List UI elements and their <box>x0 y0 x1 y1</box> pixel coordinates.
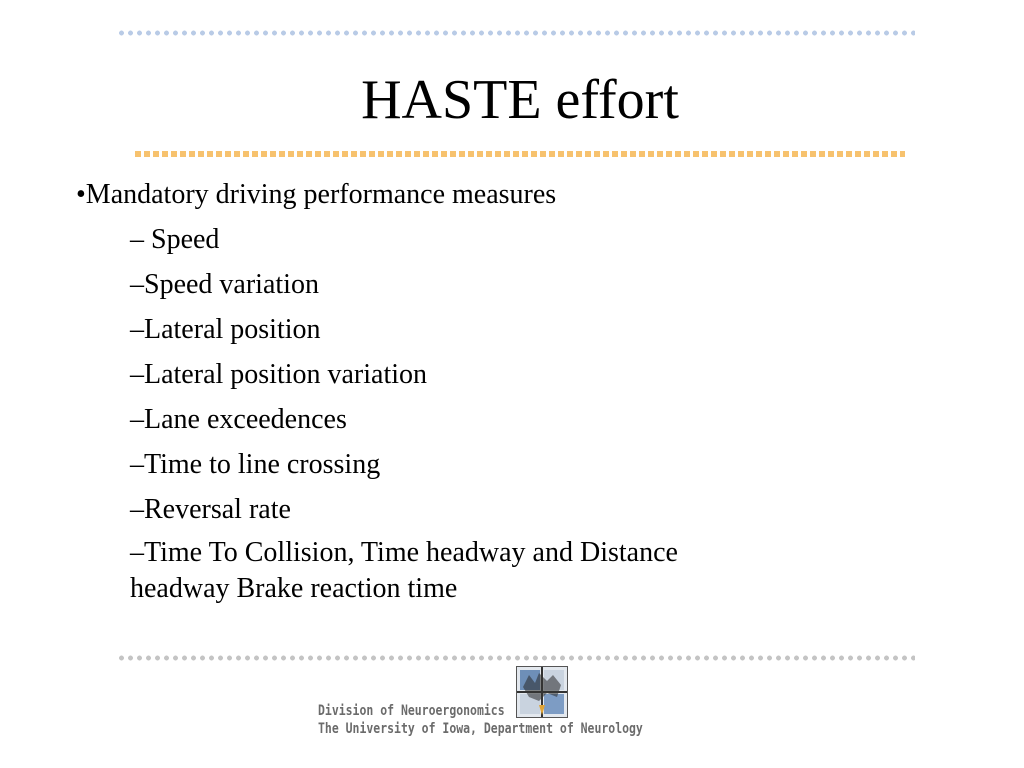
bullet-subitem-lane-exceedences: –Lane exceedences <box>130 404 347 435</box>
bullet-list <box>76 175 896 612</box>
bullet-subitem-collision-line1: –Time To Collision, Time headway and Distance <box>130 537 678 568</box>
bullet-subitem-speed: – Speed <box>130 224 220 255</box>
bullet-subitem-time-to-line-crossing: –Time to line crossing <box>130 449 381 480</box>
bullet-subitem-collision-headway <box>130 535 896 607</box>
footer-text <box>318 702 643 738</box>
title-underline-divider <box>135 151 905 157</box>
bullet-subitem-lateral-position-variation: –Lateral position variation <box>130 359 428 390</box>
slide-title: HASTE effort <box>361 69 679 131</box>
bullet-subitem-lateral-position: –Lateral position <box>130 314 321 345</box>
bullet-subitem-reversal-rate: –Reversal rate <box>130 494 291 525</box>
bullet-heading: •Mandatory driving performance measures <box>76 179 557 210</box>
bullet-subitem-speed-variation: –Speed variation <box>130 269 319 300</box>
bottom-dotted-divider <box>117 655 915 661</box>
footer-university-name: The University of Iowa, Department of Neurology <box>318 721 643 737</box>
footer <box>318 666 658 742</box>
footer-division-name: Division of Neuroergonomics <box>318 703 505 719</box>
bullet-subitem-collision-line2: headway Brake reaction time <box>130 573 458 604</box>
top-dotted-divider <box>117 30 915 36</box>
